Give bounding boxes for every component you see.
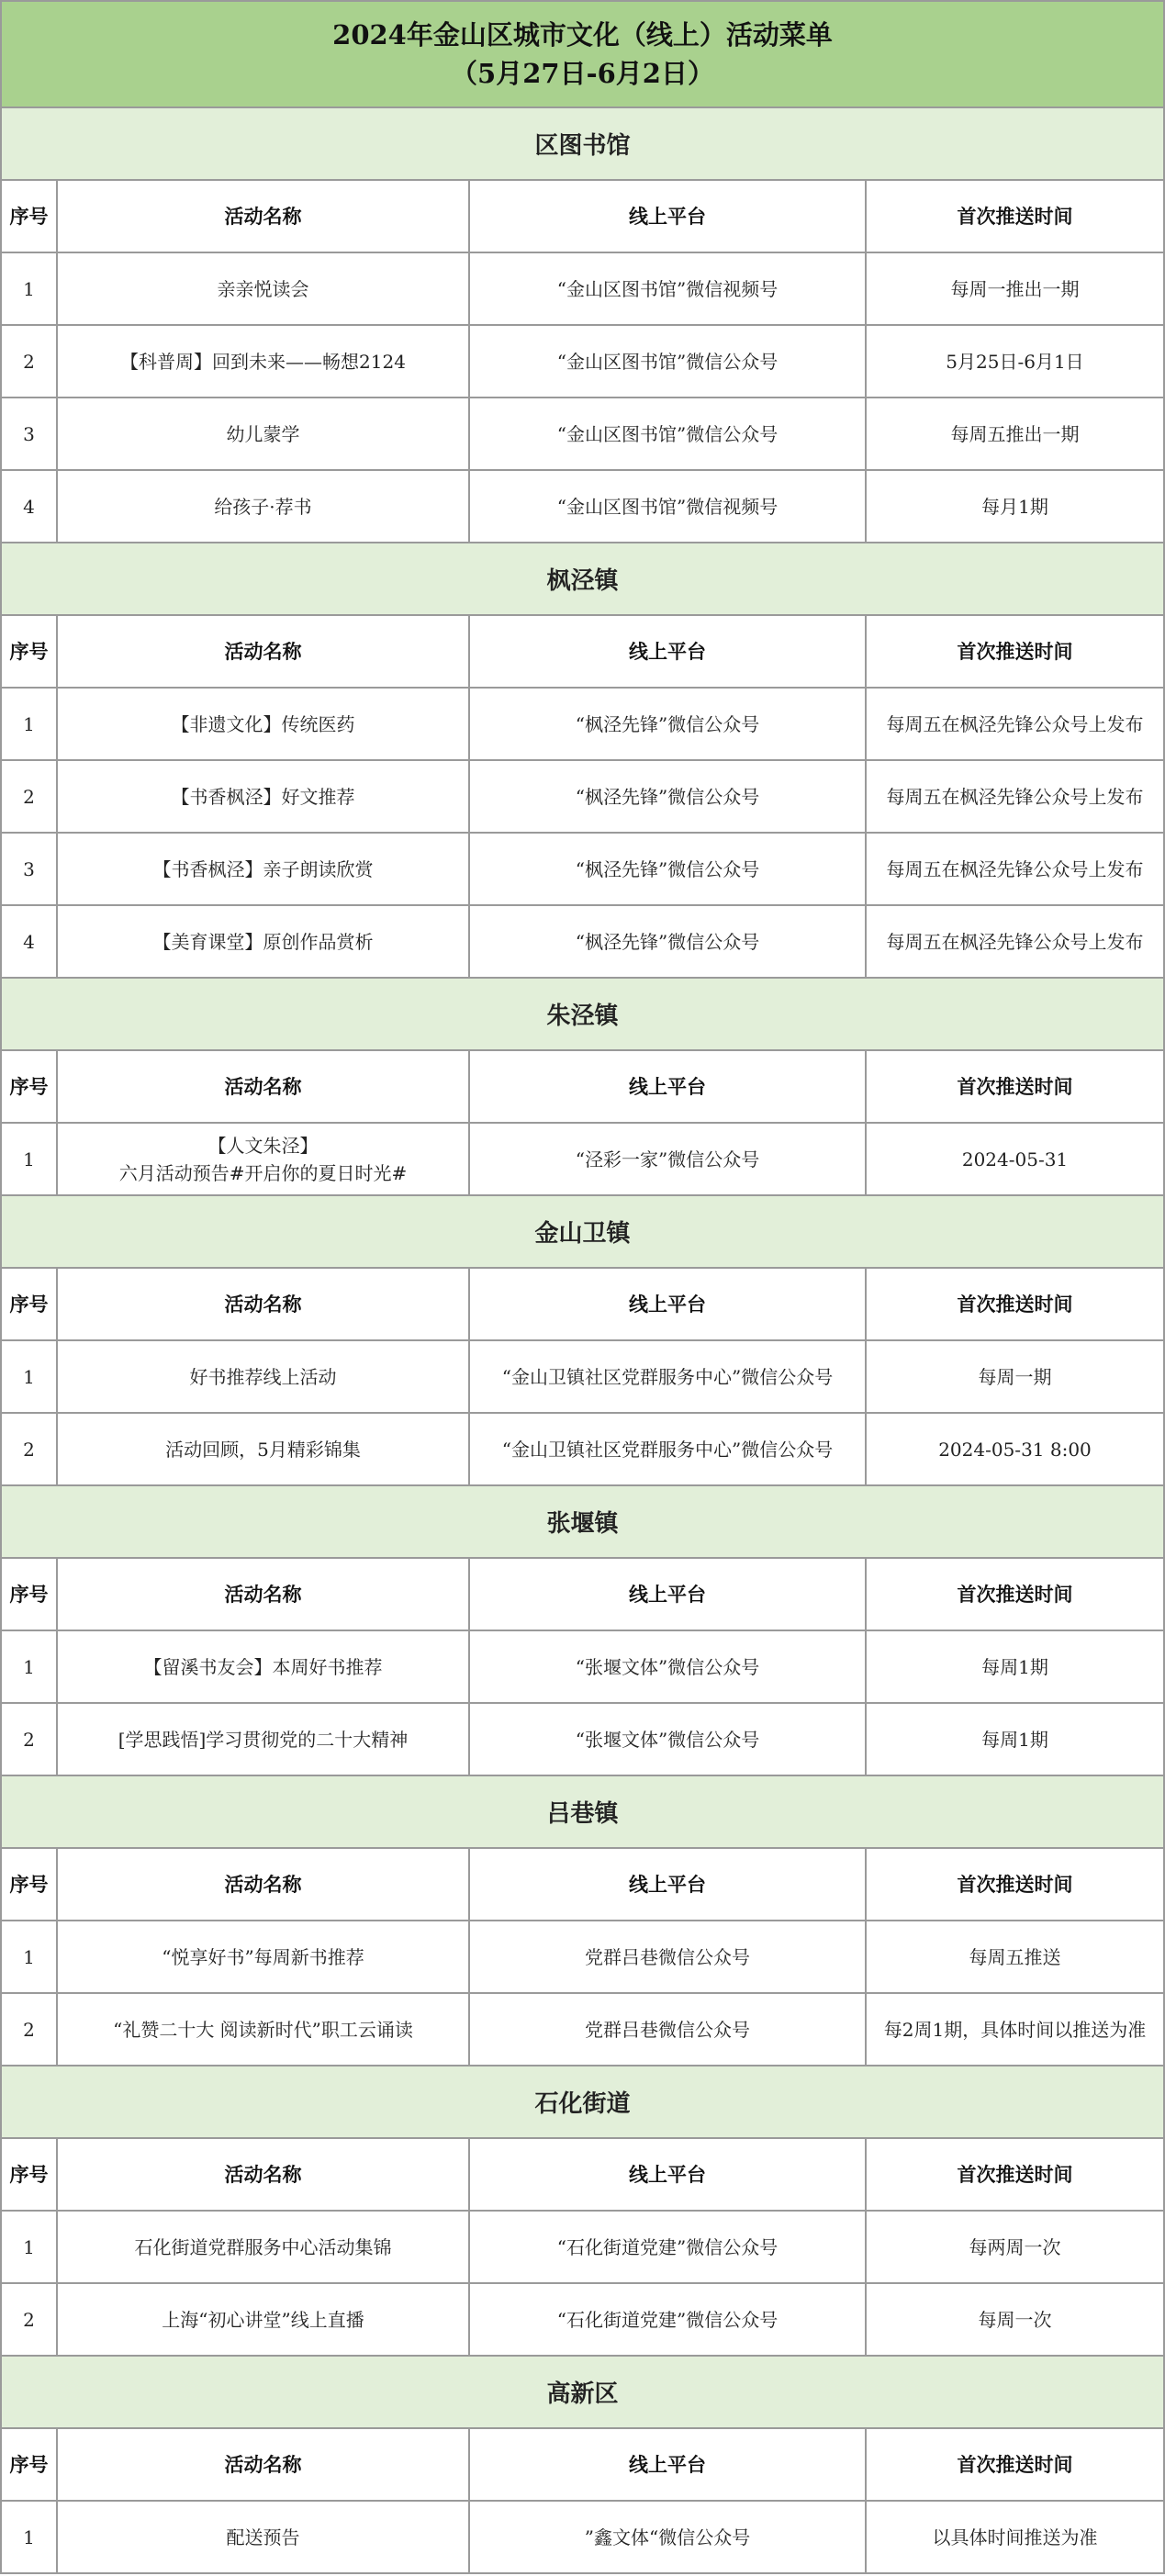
header-activity-name: 活动名称 xyxy=(58,616,470,687)
header-push-time: 首次推送时间 xyxy=(957,204,1073,228)
serial-cell: 3 xyxy=(2,398,58,469)
column-header-row xyxy=(0,2139,1165,2212)
section-heading: 区图书馆 xyxy=(0,108,1165,181)
header-push-time: 首次推送时间 xyxy=(957,639,1073,663)
section-heading: 吕巷镇 xyxy=(0,1776,1165,1849)
header-activity-name: 活动名称 xyxy=(58,181,470,252)
activity-name-cell xyxy=(58,471,470,542)
push-time-cell: 每周五在枫泾先锋公众号上发布 xyxy=(886,930,1144,953)
title-line-2: （5月27日-6月2日） xyxy=(451,58,714,89)
activity-name-line: 好书推荐线上活动 xyxy=(189,1365,337,1388)
section-heading: 枫泾镇 xyxy=(0,543,1165,616)
header-serial: 序号 xyxy=(2,1849,58,1920)
activity-name-line: “礼赞二十大 阅读新时代”职工云诵读 xyxy=(113,2018,413,2041)
activity-name-line: “悦享好书”每周新书推荐 xyxy=(162,1945,364,1968)
serial-cell: 2 xyxy=(2,761,58,832)
platform-cell: ”鑫文体“微信公众号 xyxy=(470,2502,867,2572)
serial-cell: 1 xyxy=(2,2502,58,2572)
table-title xyxy=(0,0,1165,108)
push-time-cell: 每周五在枫泾先锋公众号上发布 xyxy=(886,712,1144,735)
activity-name-line: 配送预告 xyxy=(226,2526,300,2548)
header-activity-name: 活动名称 xyxy=(58,1849,470,1920)
header-platform: 线上平台 xyxy=(470,181,867,252)
activity-name-line: 【非遗文化】传统医药 xyxy=(171,712,355,735)
header-activity-name: 活动名称 xyxy=(58,1559,470,1630)
serial-cell: 2 xyxy=(2,1994,58,2065)
activity-name-cell xyxy=(58,1921,470,1992)
header-platform: 线上平台 xyxy=(470,1269,867,1339)
platform-cell: 党群吕巷微信公众号 xyxy=(470,1994,867,2065)
platform-cell: “张堰文体”微信公众号 xyxy=(470,1631,867,1702)
header-push-time: 首次推送时间 xyxy=(957,2452,1073,2476)
push-time-cell: 每两周一次 xyxy=(969,2235,1061,2258)
column-header-row xyxy=(0,616,1165,689)
section-heading: 金山卫镇 xyxy=(0,1196,1165,1269)
section-heading: 张堰镇 xyxy=(0,1486,1165,1559)
table-row xyxy=(0,253,1165,326)
serial-cell: 1 xyxy=(2,689,58,759)
push-time-cell: 每周五在枫泾先锋公众号上发布 xyxy=(886,785,1144,808)
header-platform: 线上平台 xyxy=(470,616,867,687)
table-row xyxy=(0,1704,1165,1776)
push-time-cell: 每周五推送 xyxy=(969,1945,1061,1968)
activity-name-line: 【留溪书友会】本周好书推荐 xyxy=(143,1655,383,1678)
table-row xyxy=(0,471,1165,543)
table-row xyxy=(0,398,1165,471)
activity-name-cell xyxy=(58,1631,470,1702)
table-row xyxy=(0,761,1165,834)
platform-cell: “枫泾先锋”微信公众号 xyxy=(470,689,867,759)
activity-name-line: 石化街道党群服务中心活动集锦 xyxy=(134,2235,392,2258)
column-header-row xyxy=(0,1051,1165,1124)
platform-cell: “金山卫镇社区党群服务中心”微信公众号 xyxy=(470,1341,867,1412)
platform-cell: “石化街道党建”微信公众号 xyxy=(470,2212,867,2282)
header-push-time: 首次推送时间 xyxy=(957,1582,1073,1606)
platform-cell: 党群吕巷微信公众号 xyxy=(470,1921,867,1992)
header-serial: 序号 xyxy=(2,181,58,252)
activity-name-cell xyxy=(58,906,470,977)
activity-name-cell xyxy=(58,689,470,759)
serial-cell: 1 xyxy=(2,1631,58,1702)
push-time-cell: 5月25日-6月1日 xyxy=(946,350,1084,373)
push-time-cell: 每周五在枫泾先锋公众号上发布 xyxy=(886,857,1144,880)
header-activity-name: 活动名称 xyxy=(58,1269,470,1339)
activity-name-line: 六月活动预告#开启你的夏日时光# xyxy=(118,1161,408,1184)
serial-cell: 1 xyxy=(2,1921,58,1992)
activity-name-cell xyxy=(58,1994,470,2065)
header-push-time: 首次推送时间 xyxy=(957,2162,1073,2186)
column-header-row xyxy=(0,1559,1165,1631)
push-time-cell: 每周1期 xyxy=(981,1655,1048,1678)
serial-cell: 3 xyxy=(2,834,58,904)
platform-cell: “金山区图书馆”微信视频号 xyxy=(470,471,867,542)
table-row xyxy=(0,2502,1165,2574)
activity-name-cell xyxy=(58,834,470,904)
serial-cell: 1 xyxy=(2,1341,58,1412)
push-time-cell: 2024-05-31 8:00 xyxy=(938,1438,1092,1461)
platform-cell: “张堰文体”微信公众号 xyxy=(470,1704,867,1775)
activity-name-cell xyxy=(58,2284,470,2355)
push-time-cell: 每周1期 xyxy=(981,1728,1048,1751)
section-heading: 石化街道 xyxy=(0,2066,1165,2139)
serial-cell: 1 xyxy=(2,253,58,324)
push-time-cell: 每2周1期，具体时间以推送为准 xyxy=(883,2018,1147,2041)
serial-cell: 2 xyxy=(2,1704,58,1775)
header-platform: 线上平台 xyxy=(470,1051,867,1122)
header-platform: 线上平台 xyxy=(470,1559,867,1630)
header-push-time: 首次推送时间 xyxy=(957,1074,1073,1098)
activity-name-cell xyxy=(58,398,470,469)
serial-cell: 2 xyxy=(2,1414,58,1484)
serial-cell: 1 xyxy=(2,1124,58,1194)
activity-name-cell xyxy=(58,1704,470,1775)
activity-name-cell xyxy=(58,253,470,324)
push-time-cell: 每月1期 xyxy=(981,495,1048,518)
header-serial: 序号 xyxy=(2,2429,58,2500)
header-push-time: 首次推送时间 xyxy=(957,1292,1073,1316)
header-serial: 序号 xyxy=(2,616,58,687)
activity-name-cell xyxy=(58,1341,470,1412)
push-time-cell: 以具体时间推送为准 xyxy=(932,2526,1098,2548)
platform-cell: “枫泾先锋”微信公众号 xyxy=(470,906,867,977)
column-header-row xyxy=(0,1849,1165,1921)
activity-name-line: 幼儿蒙学 xyxy=(226,422,300,445)
activity-name-line: 【书香枫泾】亲子朗读欣赏 xyxy=(152,857,374,880)
header-serial: 序号 xyxy=(2,1269,58,1339)
header-serial: 序号 xyxy=(2,1559,58,1630)
activity-name-line: 【科普周】回到未来——畅想2124 xyxy=(120,350,406,373)
activity-name-line: 亲亲悦读会 xyxy=(217,277,309,300)
activity-name-cell xyxy=(58,1414,470,1484)
serial-cell: 2 xyxy=(2,326,58,397)
activity-name-cell xyxy=(58,761,470,832)
table-row xyxy=(0,834,1165,906)
push-time-cell: 每周一期 xyxy=(978,1365,1052,1388)
platform-cell: “金山卫镇社区党群服务中心”微信公众号 xyxy=(470,1414,867,1484)
column-header-row xyxy=(0,1269,1165,1341)
activity-name-cell xyxy=(58,1124,470,1194)
table-row xyxy=(0,1631,1165,1704)
title-line-1: 2024年金山区城市文化（线上）活动菜单 xyxy=(332,19,833,50)
section-heading: 朱泾镇 xyxy=(0,979,1165,1051)
header-platform: 线上平台 xyxy=(470,2429,867,2500)
activity-name-line: 【书香枫泾】好文推荐 xyxy=(171,785,355,808)
table-row xyxy=(0,1921,1165,1994)
table-row xyxy=(0,1341,1165,1414)
header-activity-name: 活动名称 xyxy=(58,2139,470,2210)
section-heading: 高新区 xyxy=(0,2357,1165,2429)
table-row xyxy=(0,1124,1165,1196)
activity-name-line: 【人文朱泾】 xyxy=(207,1134,319,1157)
table-row xyxy=(0,906,1165,979)
header-platform: 线上平台 xyxy=(470,1849,867,1920)
push-time-cell: 每周一推出一期 xyxy=(950,277,1080,300)
table-row xyxy=(0,326,1165,398)
push-time-cell: 每周一次 xyxy=(978,2308,1052,2331)
table-row xyxy=(0,689,1165,761)
header-push-time: 首次推送时间 xyxy=(957,1872,1073,1896)
table-row xyxy=(0,1994,1165,2066)
column-header-row xyxy=(0,2429,1165,2502)
table-row xyxy=(0,2212,1165,2284)
platform-cell: “金山区图书馆”微信公众号 xyxy=(470,398,867,469)
push-time-cell: 2024-05-31 xyxy=(961,1148,1069,1170)
header-activity-name: 活动名称 xyxy=(58,2429,470,2500)
serial-cell: 4 xyxy=(2,471,58,542)
header-activity-name: 活动名称 xyxy=(58,1051,470,1122)
push-time-cell: 每周五推出一期 xyxy=(950,422,1080,445)
activity-name-line: 【美育课堂】原创作品赏析 xyxy=(152,930,374,953)
activity-name-line: 活动回顾，5月精彩锦集 xyxy=(165,1438,361,1461)
header-serial: 序号 xyxy=(2,1051,58,1122)
activity-name-cell xyxy=(58,2212,470,2282)
platform-cell: “泾彩一家”微信公众号 xyxy=(470,1124,867,1194)
table-row xyxy=(0,2284,1165,2357)
activity-name-line: 上海“初心讲堂”线上直播 xyxy=(162,2308,364,2331)
platform-cell: “金山区图书馆”微信公众号 xyxy=(470,326,867,397)
header-serial: 序号 xyxy=(2,2139,58,2210)
activity-name-line: [学思践悟]学习贯彻党的二十大精神 xyxy=(118,1728,409,1751)
column-header-row xyxy=(0,181,1165,253)
platform-cell: “枫泾先锋”微信公众号 xyxy=(470,834,867,904)
platform-cell: “石化街道党建”微信公众号 xyxy=(470,2284,867,2355)
activity-name-line: 给孩子·荐书 xyxy=(214,495,312,518)
serial-cell: 1 xyxy=(2,2212,58,2282)
activity-name-cell xyxy=(58,2502,470,2572)
platform-cell: “枫泾先锋”微信公众号 xyxy=(470,761,867,832)
platform-cell: “金山区图书馆”微信视频号 xyxy=(470,253,867,324)
header-platform: 线上平台 xyxy=(470,2139,867,2210)
table-row xyxy=(0,1414,1165,1486)
serial-cell: 2 xyxy=(2,2284,58,2355)
serial-cell: 4 xyxy=(2,906,58,977)
activity-name-cell xyxy=(58,326,470,397)
